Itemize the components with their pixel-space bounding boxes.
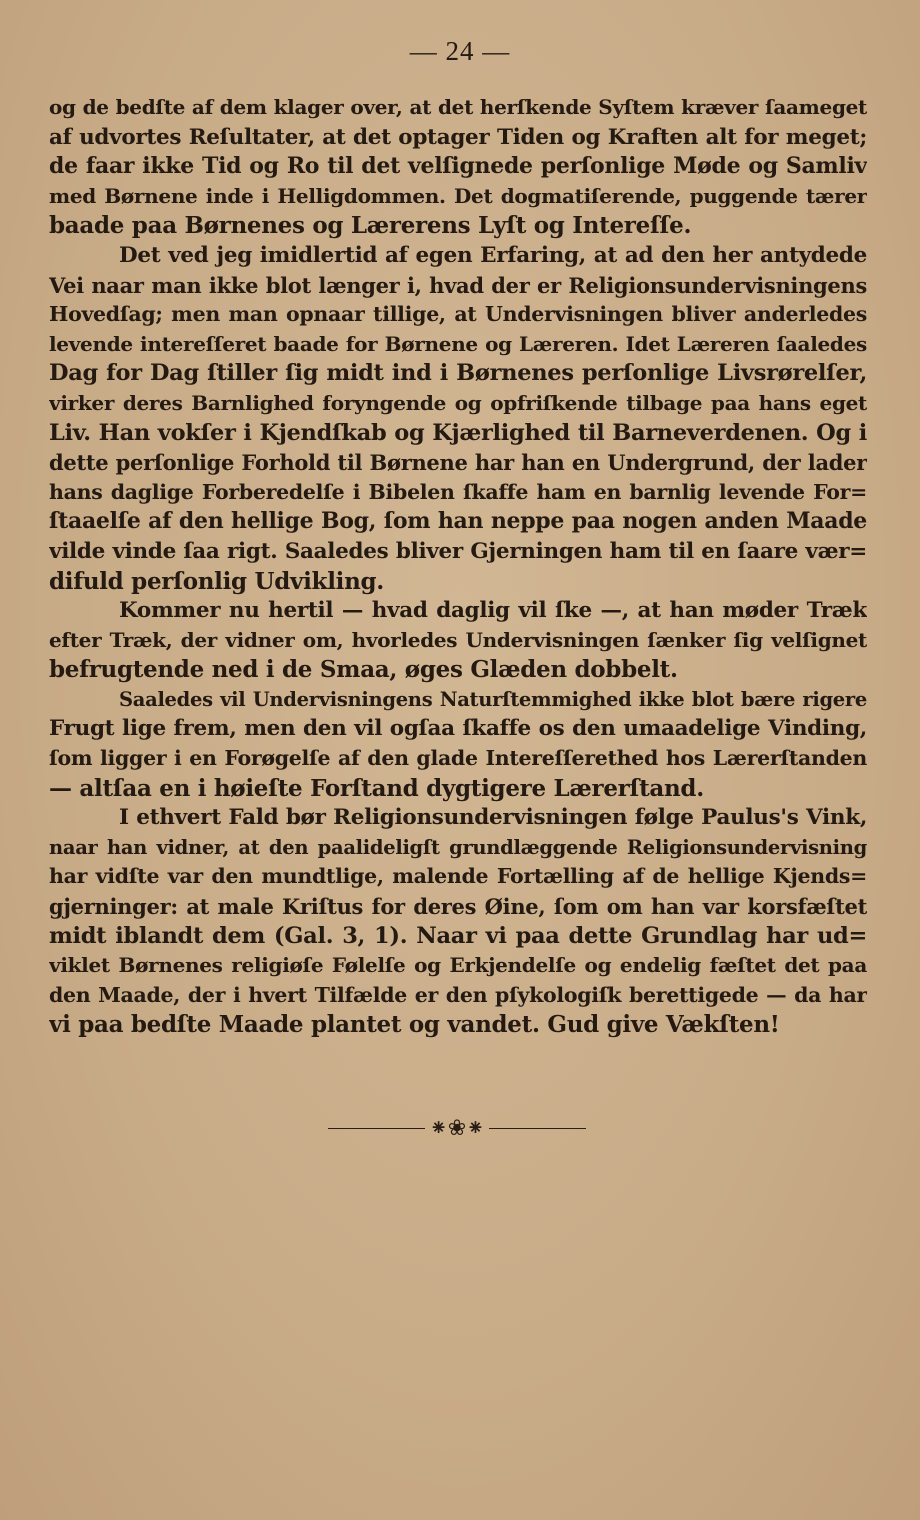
page-number: — 24 — [409,36,511,66]
text-line: hans daglige Forberedelſe i Bibelen ſkaffe ham en barnlig levende For= [49,479,867,504]
text-line: har vidſte var den mundtlige, malende Fortælling af de hellige Kjends= [49,864,867,889]
text-line: og de bedſte af dem klager over, at det herſkende Syſtem kræver ſaameget [49,95,867,119]
text-line: af udvortes Reſultater, at det optager Tiden og Kraften alt for meget; [49,124,867,150]
text-line: — altſaa en i høieſte Forſtand dygtigere Lærerſtand. [49,774,704,802]
text-line: dette perſonlige Forhold til Børnene har han en Undergrund, der lader [49,450,867,476]
text-line: virker deres Barnlighed foryngende og opfriſkende tilbage paa hans eget [49,390,867,415]
text-line: Saaledes vil Undervisningens Naturſtemmighed ikke blot bære rigere [119,687,867,711]
text-line: viklet Børnenes religiøſe Følelſe og Erkjendelſe og endelig fæſtet det paa [49,953,867,978]
text-line: den Maade, der i hvert Tilfælde er den pſykologiſk berettigede — da har [49,982,867,1007]
text-line: Hovedſag; men man opnaar tillige, at Undervisningen bliver anderledes [49,302,867,327]
text-line: ſtaaelſe af den hellige Bog, ſom han neppe paa nogen anden Maade [49,508,867,535]
text-line: vilde vinde ſaa rigt. Saaledes bliver Gjerningen ham til en ſaare vær= [49,538,867,564]
text-line: Dag for Dag ſtiller ſig midt ind i Børnenes perſonlige Livsrørelſer, [49,360,867,387]
text-line: Det ved jeg imidlertid af egen Erfaring, at ad den her antydede [119,242,867,268]
ornament-flourish-icon: ⁕❀⁕ [429,1115,485,1141]
body-text [49,93,867,1040]
text-line: gjerninger: at male Kriſtus for deres Øine, ſom om han var korsfæſtet [49,894,867,920]
text-line: Liv. Han vokſer i Kjendſkab og Kjærlighed til Barneverdenen. Og i [49,419,867,446]
text-line: difuld perſonlig Udvikling. [49,567,384,595]
section-end-ornament [328,1110,586,1146]
ornament-rule-left [328,1128,425,1129]
text-line: Kommer nu hertil — hvad daglig vil ſke —, at han møder Træk [119,598,867,624]
text-line: befrugtende ned i de Smaa, øges Glæden dobbelt. [49,656,678,684]
text-line: naar han vidner, at den paalideligſt grundlæggende Religionsundervisning [49,835,867,859]
ornament-rule-right [489,1128,586,1129]
text-line: levende intereſſeret baade for Børnene og Læreren. Idet Læreren ſaaledes [49,331,867,356]
text-line: baade paa Børnenes og Lærerens Lyſt og Intereſſe. [49,212,692,240]
text-line: ſom ligger i en Forøgelſe af den glade Intereſſerethed hos Lærerſtanden [49,746,867,771]
text-line: de faar ikke Tid og Ro til det velſignede perſonlige Møde og Samliv [49,153,867,180]
text-line: vi paa bedſte Maade plantet og vandet. Gud give Vækſten! [49,1011,780,1039]
text-line: I ethvert Fald bør Religionsundervisningen følge Paulus's Vink, [119,805,867,831]
text-line: Frugt lige frem, men den vil ogſaa ſkaffe os den umaadelige Vinding, [49,716,867,742]
text-line: midt iblandt dem (Gal. 3, 1). Naar vi paa dette Grundlag har ud= [49,922,867,949]
text-line: med Børnene inde i Helligdommen. Det dogmatiſerende, puggende tærer [49,183,867,208]
text-line: Vei naar man ikke blot længer i, hvad der er Religionsundervisningens [49,272,867,298]
text-line: efter Træk, der vidner om, hvorledes Undervisningen ſænker ſig velſignet [49,627,867,652]
